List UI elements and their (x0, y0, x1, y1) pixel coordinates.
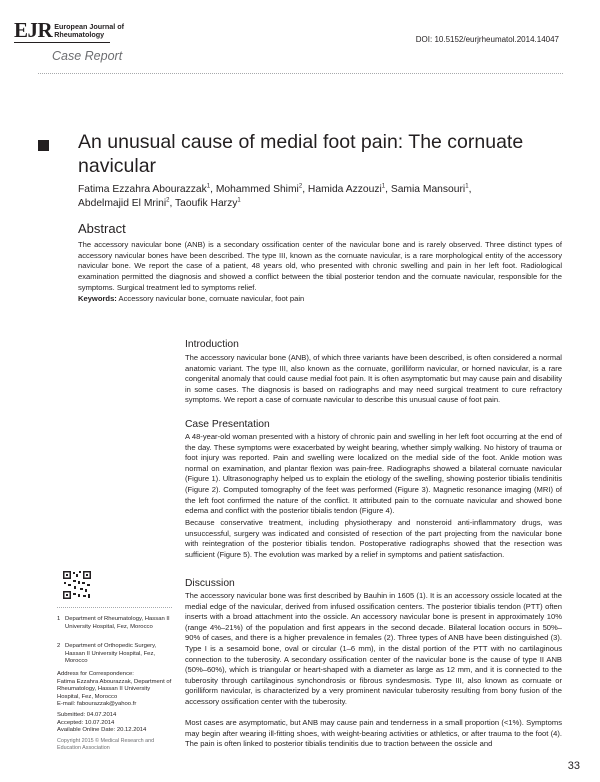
case-heading: Case Presentation (185, 419, 270, 430)
journal-logo (14, 20, 124, 40)
author-sep: , (385, 184, 391, 195)
accepted-date: Accepted: 10.07.2014 (57, 719, 115, 726)
submitted-date: Submitted: 04.07.2014 (57, 712, 117, 718)
author-list (78, 183, 558, 211)
affiliation-1 (57, 616, 172, 631)
correspondence-label: Address for Correspondence: (57, 671, 134, 677)
author-affiliation: 2 (166, 197, 170, 204)
journal-name-line1: European Journal of (54, 22, 125, 31)
author: Fatima Ezzahra Abourazzak (78, 184, 207, 195)
author-sep: , (468, 184, 472, 195)
author-affiliation: 2 (298, 183, 303, 190)
affiliation-2 (57, 643, 172, 666)
case-text-2: Because conservative treatment, including physiotherapy and nonsteroid anti-inflammatory drugs, was unsuccessful, surgery was indicated and consisted of resection of the part projecting from the navicular bone with reintegration of the posterior tibialis tendon. Postoperative radiographs showed that the resection was sufficient (Figure 5). The evolution was marked by a relief in symptoms and patient satisfaction. (185, 518, 562, 559)
correspondence-text: Fatima Ezzahra Abourazzak, Department of Rheumatology, Hassan II University Hospital, Fez, Morocco (57, 678, 172, 700)
title-bullet (38, 140, 49, 151)
author-affiliation: 1 (206, 183, 211, 190)
author-affiliation: 1 (381, 183, 386, 190)
author: Taoufik Harzy (175, 198, 238, 209)
intro-heading: Introduction (185, 339, 239, 350)
intro-text: The accessory navicular bone (ANB), of which three variants have been described, is often considered a normal anatomic variant. The type III, also known as the cornuate, gorilliform navicular, or horned navicular, is a rare congenital anomaly that could cause medial foot pain. It is often asymptomatic but may cause pain and disability in some cases. The diagnosis is based on radiographs and may need surgical treatment to cure refractory symptoms. We report a case of cornuate navicular to describe this unusual cause of foot pain. (185, 353, 562, 405)
online-date: Available Online Date: 20.12.2014 (57, 727, 147, 734)
author-sep: , (302, 184, 308, 195)
divider (38, 73, 563, 74)
case-text-1: A 48-year-old woman presented with a history of chronic pain and swelling in her left foot occurring at the end of the day. These symptoms were exacerbated by weight bearing, whether simply walking. No history of trauma or foot injury was reported. Pain and swelling were localized on the medial side of the foot. Ankle motion was normal on examination, and plantar flexion was pain-free. Radiographs showed a bilateral cornuate navicular (Figure 1). Ultrasonography helped us to explain the etiology of the swelling, showing posterior tibialis tendinitis (Figure 2). Computed tomography of the feet was performed (Figure 3). Magnetic resonance imaging (MRI) of the left foot confirmed the nature of the conflict. It attributed pain to the cornuate navicular and showed bone edema and conflict with the posterior tibialis tendon (Figure 4). (185, 432, 562, 516)
keywords-label: Keywords: (78, 293, 117, 303)
author: Mohammed Shimi (215, 184, 299, 195)
abstract (78, 240, 562, 304)
author-sep: , (210, 184, 216, 195)
author: Abdelmajid El Mrini (78, 198, 167, 209)
copyright: Copyright 2015 © Medical Research and Education Association (57, 738, 155, 751)
journal-name-line2: Rheumatology (54, 29, 105, 39)
affiliation-text: Department of Orthopedic Surgery, Hassan II University Hospital, Fez, Morocco (65, 643, 157, 665)
qr-code-icon (62, 570, 92, 600)
discussion-text-2: Most cases are asymptomatic, but ANB may cause pain and tenderness in a small proportion (<1%). Symptoms may begin after wearing ill-fitting shoes, with weight-bearing activities or athletics, or after trauma to the foot (4). The pain is often linked to posterior tibialis tendinitis due to traction between the ossicle and (185, 718, 562, 749)
sidebar-divider (57, 607, 172, 608)
article-dates (57, 712, 172, 735)
correspondence-email[interactable]: E-mail: fabourazzak@yahoo.fr (57, 701, 137, 708)
logo-rule (14, 42, 110, 43)
author-affiliation: 1 (465, 183, 469, 190)
abstract-text: The accessory navicular bone (ANB) is a secondary ossification center of the navicular bone and is rarely observed. Three distinct types of accessory navicular bones have been described. The type III, known as the cornuate navicular, is a rare morphological entity of the accessory navicular bone. We report the case of a patient, 48 years old, who presented with chronic swelling and pain in her left foot. Radiological examination permitted the diagnosis and showed a conflict between the tibial posterior tendon and the cornuate navicular, responsible for the symptoms. Surgical treatment led to symptoms relief. (78, 240, 562, 292)
logo-mark: EJR (14, 18, 53, 42)
discussion-heading: Discussion (185, 578, 235, 589)
keywords-text: Accessory navicular bone, cornuate navicular, foot pain (118, 293, 305, 303)
discussion-text-1: The accessory navicular bone was first described by Bauhin in 1605 (1). It is an accessory ossicle located at the medial edge of the navicular, derived from infused ossification centers. The posterior tibialis tendon (PTT) often inserts with a broad attachment into the ossicle. An accessory navicular bone is present in approximately 10% (range 4%–21%) of the population and first appears in the second decade. Bilateral location occurs in 50%–90% of cases, and there is a higher prevalence in females (2). Three types of ANB have been distinguished (3). Type I is a sesamoid bone, oval or circular (1–6 mm), in the distal portion of the PTT with no cartilaginous connection to the tuberosity. A secondary ossification center of the navicular bone is the cause of type II ANB (50%–60%), which is triangular or heart-shaped with a diameter as large as 12 mm, and it is connected to the tuberosity through cartilaginous synchondrosis or fibrous syndesmosis. Type III, also known as cornuate or gorilliform navicular, is characterized by a very prominent navicular tuberosity resulting from bony fusion of the accessory ossification center with the tuberosity. (185, 591, 562, 706)
author-affiliation: 1 (237, 197, 241, 204)
title-line2: navicular (78, 155, 157, 177)
author: Samia Mansouri (390, 184, 466, 195)
section-label: Case Report (52, 49, 123, 63)
affiliation-text: Department of Rheumatology, Hassan II University Hospital, Fez, Morocco (65, 616, 170, 630)
article-title (78, 130, 548, 178)
author-sep: , (169, 198, 176, 209)
doi: DOI: 10.5152/eurjrheumatol.2014.14047 (415, 35, 559, 44)
keywords (78, 294, 304, 303)
title-line1: An unusual cause of medial foot pain: The cornuate (78, 131, 524, 153)
affiliation-number: 1 (57, 616, 61, 622)
affiliation-number: 2 (57, 643, 61, 649)
journal-name (54, 23, 124, 38)
abstract-heading: Abstract (78, 221, 126, 236)
page-number: 33 (567, 760, 580, 772)
author: Hamida Azzouzi (307, 184, 382, 195)
correspondence (57, 671, 172, 709)
